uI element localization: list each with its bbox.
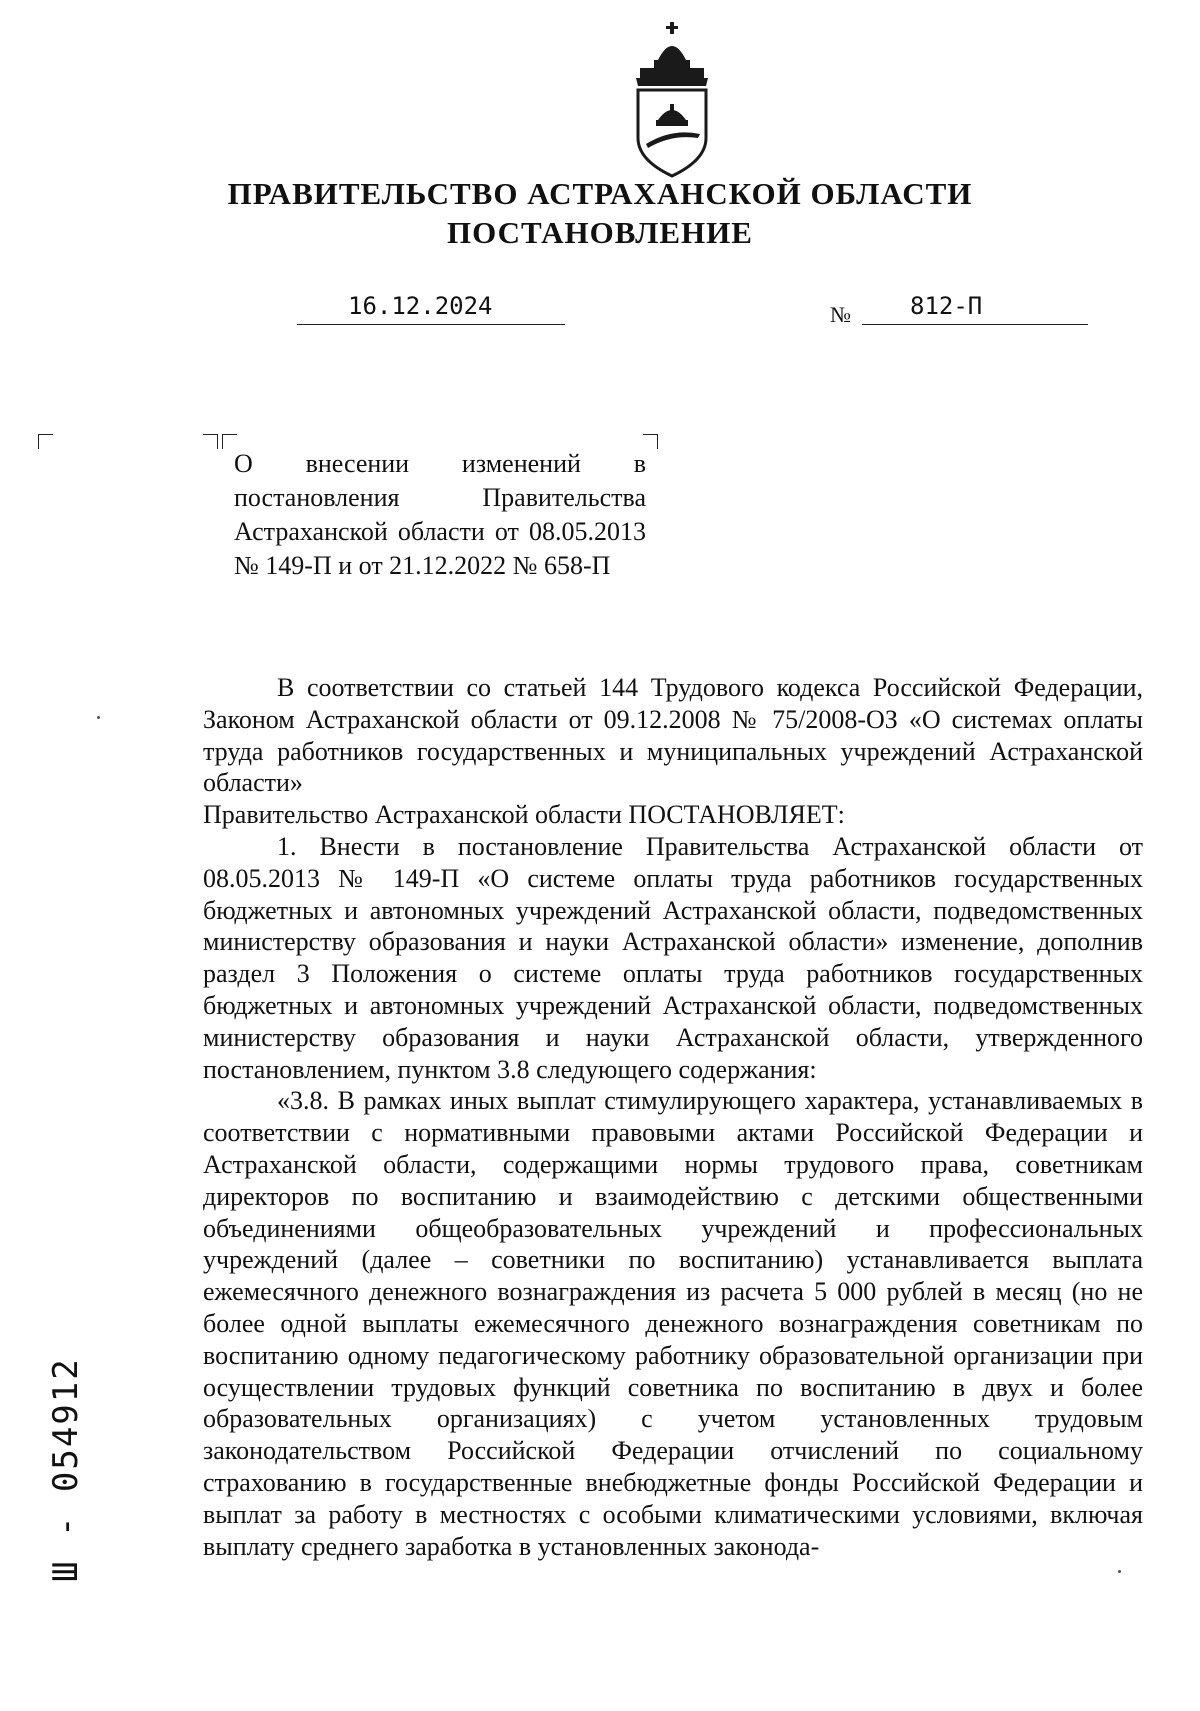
document-date: 16.12.2024 (348, 292, 493, 320)
body-paragraph-preamble: В соответствии со статьей 144 Трудового кодекса Российской Федерации, Законом Астраханской области от 09.12.2008 № 75/2008-ОЗ «О системах оплаты труда работников государственных и муниципальных учреждений Астраханской области» (203, 673, 1143, 798)
document-number: 812-П (910, 292, 983, 320)
body-paragraph-item-3-8: «3.8. В рамках иных выплат стимулирующего характера, устанавливаемых в соответствии с нормативными правовыми актами Российской Федерации и Астраханской области, содержащими нормы трудового права, советникам директоров по воспитанию и взаимодействию с детскими общественными объединениями общеобразовательных учреждений и профессиональных учреждений (далее – советники по воспитанию) устанавливается выплата ежемесячного денежного вознаграждения из расчета 5 000 рублей в месяц (но не более одной выплаты ежемесячного денежного вознаграждения советникам по воспитанию одному педагогическому работнику образовательной организации при осуществлении трудовых функций советника по воспитанию в двух и более образовательных организациях) с учетом установленных трудовым законодательством Российской Федерации отчислений по социальному страхованию в государственные внебюджетные фонды Российской Федерации и выплат за работу в местностях с особыми климатическими условиями, включая выплату среднего заработка в установленных законода- (203, 1086, 1143, 1561)
document-subject: О внесении изменений в постановления Правительства Астраханской области от 08.05.2013 № 149-П и от 21.12.2022 № 658-П (234, 449, 646, 580)
number-sign: № (830, 302, 851, 327)
number-underline (862, 324, 1088, 325)
document-body (203, 672, 1143, 1562)
corner-mark-left (38, 434, 53, 449)
scan-speck (97, 716, 100, 719)
date-underline (297, 324, 565, 325)
scan-speck (1118, 1570, 1121, 1573)
document-type-title: ПОСТАНОВЛЕНИЕ (447, 215, 753, 250)
organization-title: ПРАВИТЕЛЬСТВО АСТРАХАНСКОЙ ОБЛАСТИ (227, 176, 973, 211)
side-serial-number: Ш - 054912 (46, 1357, 86, 1582)
body-paragraph-resolution: Правительство Астраханской области ПОСТАНОВЛЯЕТ: (203, 800, 845, 830)
body-paragraph-item-1: 1. Внести в постановление Правительства Астраханской области от 08.05.2013 № 149-П «О системе оплаты труда работников государственных бюджетных и автономных учреждений Астраханской области, подведомственных министерству образования и науки Астраханской области» изменение, дополнив раздел 3 Положения о системе оплаты труда работников государственных бюджетных и автономных учреждений Астраханской области, подведомственных министерству образования и науки Астраханской области, утвержденного постановлением, пунктом 3.8 следующего содержания: (203, 831, 1143, 1084)
coat-of-arms-icon (630, 20, 714, 180)
corner-mark-mid-left (203, 434, 218, 449)
